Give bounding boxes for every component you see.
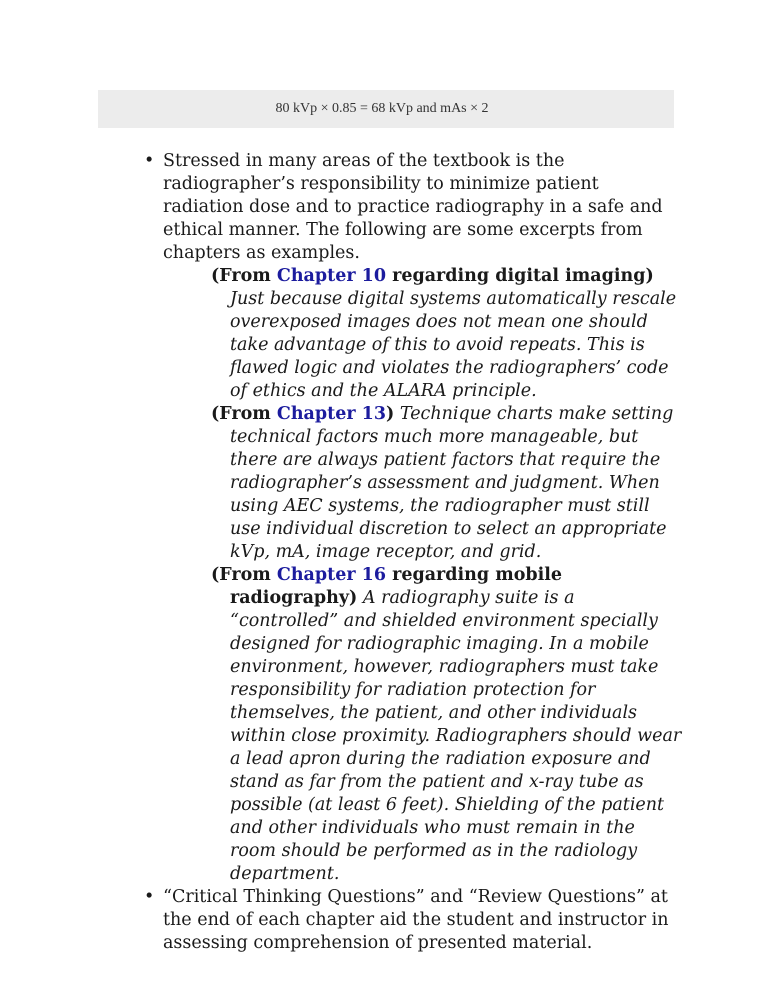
excerpt-prefix: (From Chapter 13) <box>211 404 395 424</box>
excerpt-prefix: (From Chapter 10 regarding digital imaging) <box>211 266 654 286</box>
formula-banner <box>98 90 674 128</box>
document-body <box>144 150 684 955</box>
excerpt-chapter-10 <box>211 265 684 403</box>
bullet-item-intro <box>144 150 684 265</box>
excerpt-chapter-13 <box>211 403 684 564</box>
bullet-marker: • <box>144 151 155 171</box>
excerpt-text: Just because digital systems automatically rescale overexposed images does not mean one should take advantage of this to avoid repeats. This is flawed logic and violates the radiographers’ code of ethics and the ALARA principle. <box>230 289 677 401</box>
excerpt-text: A radiography suite is a “controlled” and shielded environment specially designed for radiographic imaging. In a mobile environment, however, radiographers must take responsibility for radiation protection for themselves, the patient, and other individuals within close proximity. Radiographers should wear a lead apron during the radiation exposure and stand as far from the patient and x-ray tube as possible (at least 6 feet). Shielding of the patient and other individuals who must remain in the room should be performed as in the radiology department. <box>230 588 682 884</box>
excerpt-chapter-16 <box>211 564 684 886</box>
bullet-marker: • <box>144 887 155 907</box>
chapter-13-link[interactable]: Chapter 13 <box>276 404 387 424</box>
chapter-16-link[interactable]: Chapter 16 <box>276 565 387 585</box>
bullet-item-closing <box>144 886 684 955</box>
excerpt-list <box>211 265 684 886</box>
excerpt-prefix: (From Chapter 16 regarding mobile radiography) <box>211 565 563 608</box>
bullet-text-intro: Stressed in many areas of the textbook is the radiographer’s responsibility to minimize patient radiation dose and to practice radiography in a safe and ethical manner. The following are some excerpts from chapters as examples. <box>163 151 663 263</box>
chapter-10-link[interactable]: Chapter 10 <box>276 266 387 286</box>
formula-text: 80 kVp × 0.85 = 68 kVp and mAs × 2 <box>275 101 489 116</box>
bullet-text-closing: “Critical Thinking Questions” and “Review Questions” at the end of each chapter aid the student and instructor in assessing comprehension of presented material. <box>163 887 669 953</box>
excerpt-text: Technique charts make setting technical factors much more manageable, but there are always patient factors that require the radiographer’s assessment and judgment. When using AEC systems, the radiographer must still use individual discretion to select an appropriate kVp, mA, image receptor, and grid. <box>230 404 674 562</box>
